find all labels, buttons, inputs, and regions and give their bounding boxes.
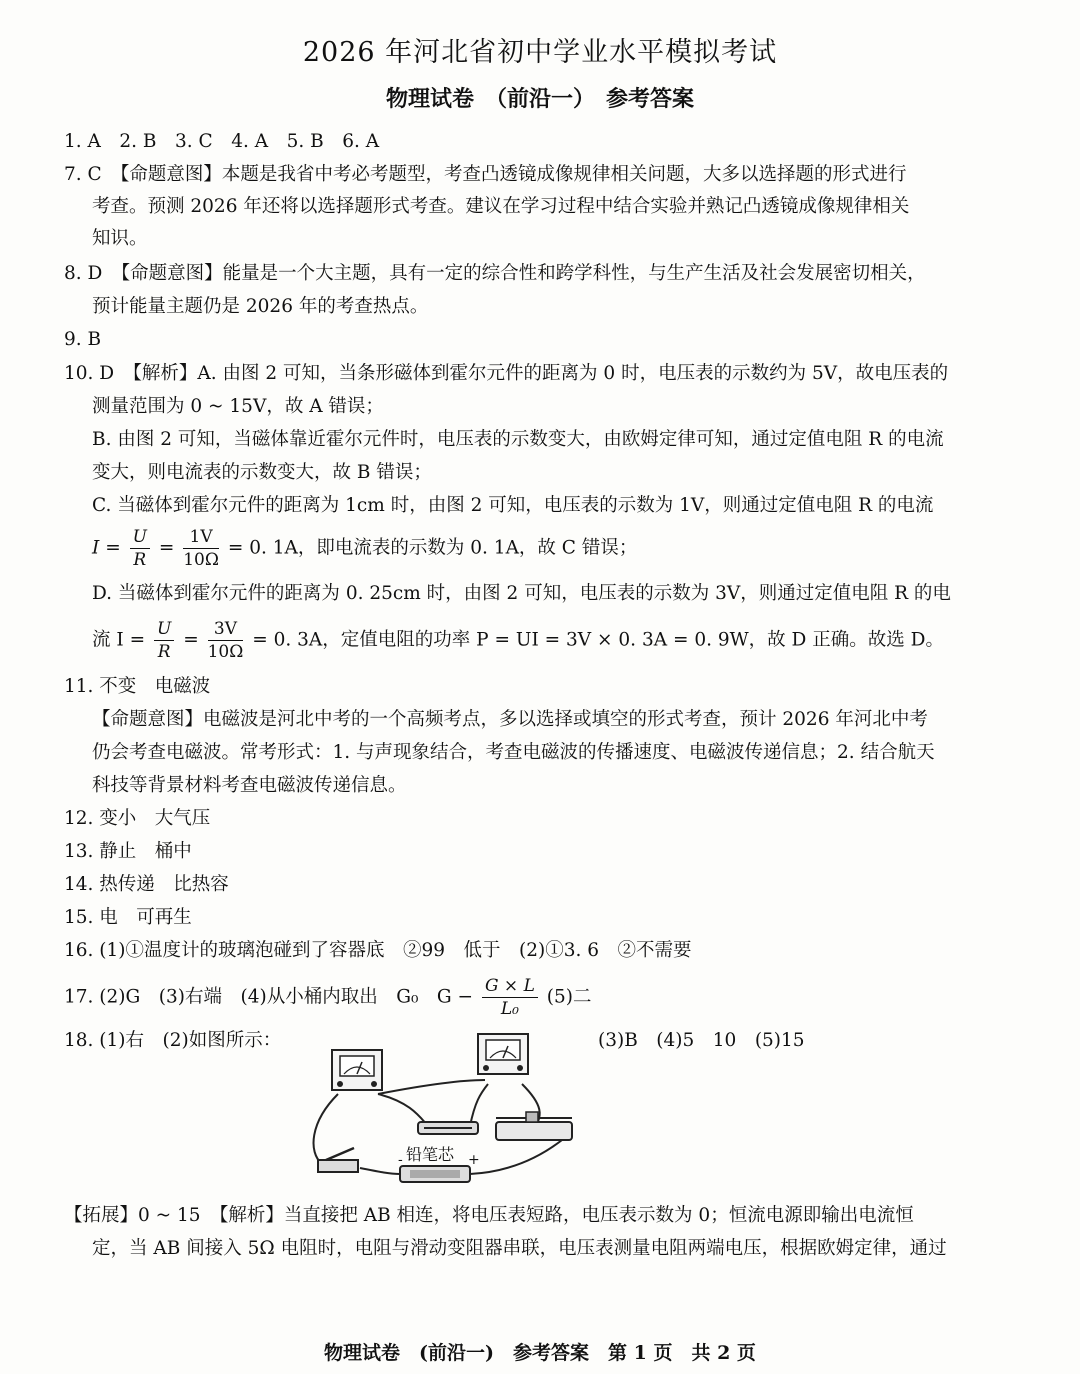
wire-pencil-meter2: [470, 1084, 488, 1126]
q15: 15. 电 可再生: [64, 907, 192, 928]
q17-pre: 17. (2)G (3)右端 (4)从小桶内取出 G₀ G −: [64, 986, 474, 1008]
c-value-num: 1V: [183, 526, 219, 549]
c-fraction-value: [183, 526, 219, 571]
rheostat: [496, 1112, 572, 1140]
c-rest: = 0. 1A，即电流表的示数为 0. 1A，故 C 错误；: [227, 537, 638, 559]
page-footer: 物理试卷 (前沿一) 参考答案 第 1 页 共 2 页: [324, 1342, 756, 1364]
page-title: 2026 年河北省初中学业水平模拟考试: [302, 37, 778, 68]
d-fraction-value: [208, 618, 244, 663]
q17-frac-den: L₀: [500, 999, 519, 1019]
meter-right: [478, 1034, 528, 1074]
wire-switch-battery: [360, 1168, 400, 1174]
q10-b-line1: B. 由图 2 可知，当磁体靠近霍尔元件时，电压表的示数变大，由欧姆定律可知，通过定值电阻 R 的电流: [92, 429, 944, 450]
q10-b-line2: 变大，则电流表的示数变大，故 B 错误；: [92, 462, 432, 483]
c-frac-den: R: [133, 550, 147, 570]
pencil-label: 铅笔芯: [406, 1147, 455, 1164]
c-value-den: 10Ω: [183, 550, 219, 570]
d-frac-den: R: [157, 642, 171, 662]
q10-line2: 测量范围为 0 ~ 15V，故 A 错误；: [92, 396, 384, 417]
q10-c-line1: C. 当磁体到霍尔元件的距离为 1cm 时，由图 2 可知，电压表的示数为 1V，则通过定值电阻 R 的电流: [92, 495, 934, 516]
switch: [318, 1148, 358, 1172]
q10-d-formula: [92, 618, 944, 663]
q17: [64, 975, 591, 1020]
c-frac-num: U: [130, 526, 150, 549]
q18-post: (3)B (4)5 10 (5)15: [598, 1030, 805, 1051]
c-current-symbol: I =: [92, 537, 121, 559]
q17-frac-num: G × L: [482, 975, 538, 998]
q11-line2: 【命题意图】电磁波是河北中考的一个高频考点，多以选择或填空的形式考查，预计 2026 年河北中考: [92, 709, 928, 730]
wire-meters: [378, 1080, 485, 1094]
q9: 9. B: [64, 329, 102, 350]
q10-d-line1: D. 当磁体到霍尔元件的距离为 0. 25cm 时，由图 2 可知，电压表的示数为 3V，则通过定值电阻 R 的电: [92, 583, 951, 604]
q11-line3: 仍会考查电磁波。常考形式：1. 与声现象结合，考查电磁波的传播速度、电磁波传递信息；2. 结合航天: [92, 742, 935, 763]
q13: 13. 静止 桶中: [64, 841, 192, 862]
battery: [400, 1166, 470, 1182]
q7-line1: 7. C 【命题意图】本题是我省中考必考题型，考查凸透镜成像规律相关问题，大多以选择题的形式进行: [64, 164, 907, 185]
battery-plus: +: [468, 1152, 480, 1168]
wire-battery-rheostat: [470, 1140, 562, 1174]
extension-line1: 【拓展】0 ~ 15 【解析】当直接把 AB 相连，将电压表短路，电压表示数为 0；恒流电源即输出电流恒: [64, 1205, 914, 1226]
q17-post: (5)二: [546, 986, 592, 1008]
c-fraction-ur: [130, 526, 150, 571]
q8-line1: 8. D 【命题意图】能量是一个大主题，具有一定的综合性和跨学科性，与生产生活及社会发展密切相关，: [64, 263, 926, 284]
q16: 16. (1)①温度计的玻璃泡碰到了容器底 ②99 低于 (2)①3. 6 ②不需要: [64, 940, 692, 961]
d-rest: = 0. 3A，定值电阻的功率 P = UI = 3V × 0. 3A = 0. 9W，故 D 正确。故选 D。: [252, 629, 944, 651]
q10-c-formula: [92, 526, 637, 571]
page-subtitle: 物理试卷 （前沿一） 参考答案: [385, 86, 694, 112]
meter-left: [332, 1050, 382, 1090]
circuit-diagram: [300, 1022, 600, 1194]
wire-left: [314, 1094, 338, 1164]
q11-line4: 科技等背景材料考查电磁波传递信息。: [92, 775, 407, 796]
q11-line1: 11. 不变 电磁波: [64, 676, 211, 697]
c-equals: =: [158, 537, 175, 559]
q7-line2: 考查。预测 2026 年还将以选择题形式考查。建议在学习过程中结合实验并熟记凸透镜成像规律相关: [92, 196, 910, 217]
d-fraction-ur: [154, 618, 174, 663]
battery-minus: -: [398, 1152, 403, 1168]
extension-line2: 定，当 AB 间接入 5Ω 电阻时，电阻与滑动变阻器串联，电压表测量电阻两端电压，根据欧姆定律，通过: [92, 1238, 947, 1259]
q12: 12. 变小 大气压: [64, 808, 211, 829]
d-prefix: 流 I =: [92, 629, 146, 651]
q18-pre: 18. (1)右 (2)如图所示：: [64, 1030, 282, 1051]
q14: 14. 热传递 比热容: [64, 874, 229, 895]
d-value-num: 3V: [208, 618, 244, 641]
d-equals: =: [183, 629, 199, 651]
q10-line1: 10. D 【解析】A. 由图 2 可知，当条形磁体到霍尔元件的距离为 0 时，电压表的示数约为 5V，故电压表的: [64, 363, 949, 384]
pencil-lead: [418, 1122, 478, 1134]
d-frac-num: U: [154, 618, 174, 641]
q7-line3: 知识。: [92, 228, 148, 249]
q17-fraction: [482, 975, 538, 1020]
d-value-den: 10Ω: [207, 642, 244, 662]
answers-1-6: 1. A 2. B 3. C 4. A 5. B 6. A: [64, 131, 380, 152]
q8-line2: 预计能量主题仍是 2026 年的考查热点。: [92, 296, 429, 317]
